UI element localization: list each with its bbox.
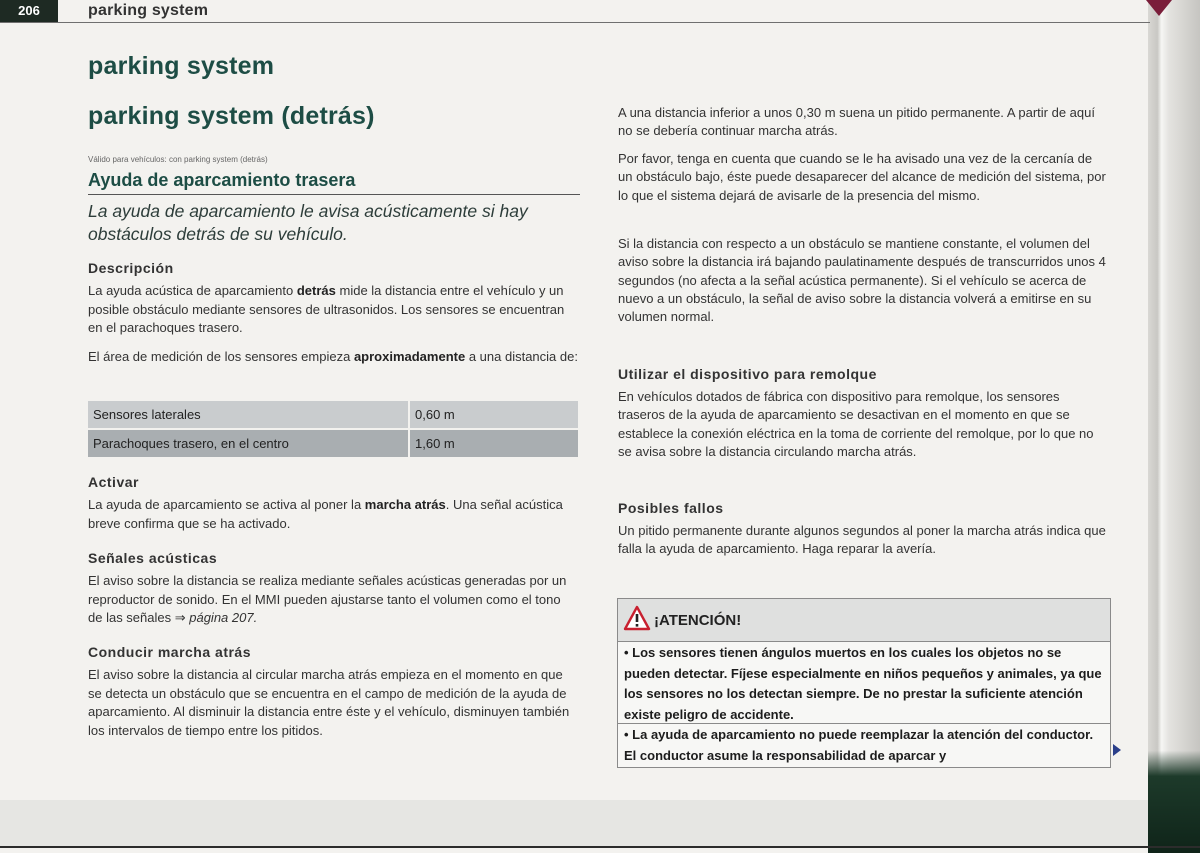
table-cell-value: 0,60 m: [409, 401, 578, 429]
bold-run: detrás: [296, 283, 336, 298]
page-edge-green: [1148, 0, 1200, 853]
warning-header: [618, 599, 1110, 642]
activar-paragraph: [88, 496, 578, 533]
descripcion-paragraph-2: [88, 348, 578, 367]
warning-title: ¡ATENCIÓN!: [654, 612, 742, 629]
distance-paragraph: A una distancia inferior a unos 0,30 m suena un pitido permanente. A partir de aquí no se debería continuar marcha atrás.: [618, 105, 1095, 139]
chapter-subtitle: parking system (detrás): [88, 102, 375, 130]
text-run: . Una señal acústica breve confirma que se ha activado.: [88, 497, 563, 531]
table-row: [88, 401, 578, 429]
text-run: a una distancia de:: [465, 349, 578, 364]
continue-arrow-icon: [1113, 744, 1121, 756]
warning-triangle-icon: [623, 605, 651, 631]
warning-item-2: • La ayuda de aparcamiento no puede reemplazar la atención del conductor. El conductor asume la responsabilidad de aparcar y: [624, 727, 1094, 763]
descripcion-heading: Descripción: [88, 260, 174, 276]
constant-distance-paragraph: Si la distancia con respecto a un obstáculo se mantiene constante, el volumen del aviso sobre la distancia irá bajando paulatinamente después de transcurridos unos 4 segundos (no afecta a la señal acústica permanente). Si el vehículo se acerca de nuevo a un obstáculo, la señal de aviso sobre la distancia volverá a emitirse en su volumen normal.: [618, 236, 1106, 325]
section-rule: [88, 194, 580, 195]
footer-band: [0, 800, 1148, 846]
table-cell-label: Sensores laterales: [88, 401, 409, 429]
table-cell-value: 1,60 m: [409, 429, 578, 458]
text-run: La ayuda de aparcamiento se activa al poner la: [88, 497, 365, 512]
measurement-range-table: [88, 401, 578, 459]
table-cell-label: Parachoques trasero, en el centro: [88, 429, 409, 458]
senales-paragraph: [88, 572, 578, 628]
low-obstacle-paragraph: Por favor, tenga en cuenta que cuando se le ha avisado una vez de la cercanía de un obstáculo bajo, éste puede desaparecer del alcance de medición del sistema, por lo que el sistema dejará de avisarle de la presencia del mismo.: [618, 151, 1106, 203]
table-row: [88, 429, 578, 458]
validity-note: Válido para vehículos: con parking system (detrás): [88, 155, 268, 164]
bottom-rule: [0, 846, 1200, 848]
warning-divider: [618, 723, 1110, 724]
warning-item-1: • Los sensores tienen ángulos muertos en los cuales los objetos no se pueden detectar. Fíjese especialmente en niños pequeños y animales, ya que los sensores no los detectan siempre. De no prestar la suficiente atención existe peligro de accidente.: [624, 645, 1102, 722]
remolque-paragraph: En vehículos dotados de fábrica con dispositivo para remolque, los sensores traseros de la ayuda de aparcamiento se desactivan en el momento en que se establece la conexión eléctrica en la toma de corriente del remolque, por lo que no se avisa sobre la distancia circulando marcha atrás.: [618, 389, 1094, 459]
conducir-paragraph: El aviso sobre la distancia al circular marcha atrás empieza en el momento en que se detecta un obstáculo que se encuentra en el campo de medición de la ayuda de aparcamiento. Al disminuir la distancia entre éste y el vehículo, disminuyen también los intervalos de tiempo entre los pitidos.: [88, 667, 570, 738]
text-run: mide la distancia entre el vehículo y un posible obstáculo mediante sensores de ultrasonidos. Los sensores se encuentran en el parachoques trasero.: [88, 283, 565, 335]
descripcion-paragraph-1: [88, 282, 578, 338]
conducir-heading: Conducir marcha atrás: [88, 644, 251, 660]
senales-heading: Señales acústicas: [88, 550, 218, 566]
text-run: El aviso sobre la distancia se realiza mediante señales acústicas generadas por un reproductor de sonido. En el MMI pueden ajustarse tanto el volumen como el tono de las señales ⇒: [88, 573, 567, 625]
page-reference-link[interactable]: página 207.: [189, 610, 258, 625]
activar-heading: Activar: [88, 474, 139, 490]
chapter-title: parking system: [88, 52, 275, 80]
page-number: 206: [0, 0, 58, 22]
fallos-paragraph: Un pitido permanente durante algunos segundos al poner la marcha atrás indica que falla la ayuda de aparcamiento. Haga reparar la avería.: [618, 523, 1106, 557]
fallos-heading: Posibles fallos: [618, 500, 724, 516]
bold-run: aproximadamente: [353, 349, 466, 364]
warning-box: [617, 598, 1111, 768]
section-title: Ayuda de aparcamiento trasera: [88, 170, 356, 190]
running-head: parking system: [88, 2, 209, 19]
text-run: La ayuda acústica de aparcamiento: [88, 283, 297, 298]
header-rule: [0, 22, 1150, 23]
section-intro: La ayuda de aparcamiento le avisa acústicamente si hay obstáculos detrás de su vehículo.: [88, 201, 528, 244]
remolque-heading: Utilizar el dispositivo para remolque: [618, 366, 877, 382]
text-run: El área de medición de los sensores empieza: [88, 349, 354, 364]
bold-run: marcha atrás: [364, 497, 446, 512]
